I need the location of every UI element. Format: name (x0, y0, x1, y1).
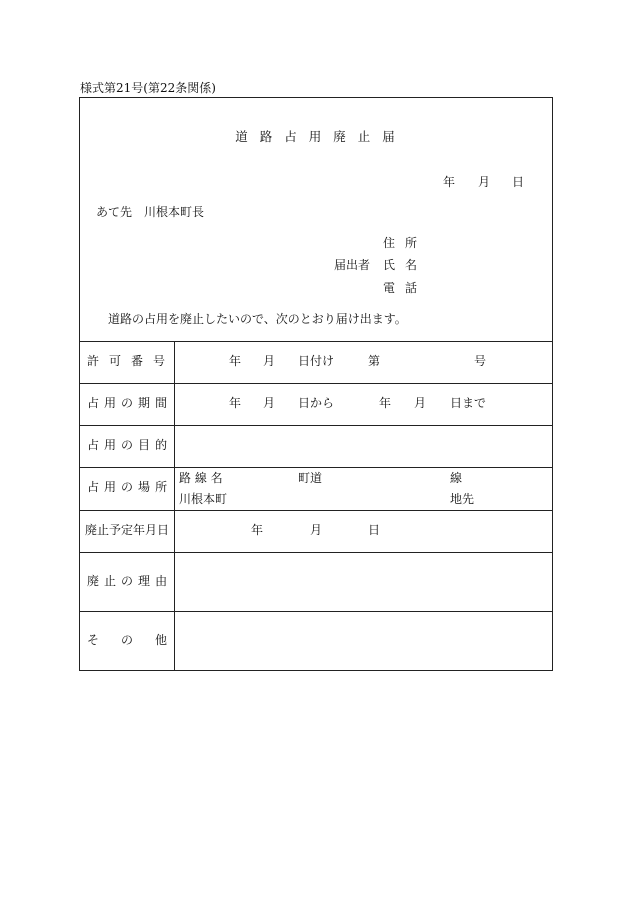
notifier-label: 届出者 (334, 258, 371, 272)
period-start-day: 日から (298, 396, 335, 410)
document-title: 道 路 占 用 廃 止 届 (235, 129, 395, 144)
town-road-label: 町道 (298, 471, 323, 485)
column-divider (174, 341, 175, 670)
permit-go: 号 (474, 354, 487, 368)
route-name-label: 路 線 名 (179, 471, 223, 485)
date-year: 年 (443, 175, 456, 189)
form-number-label: 様式第21号(第22条関係) (80, 81, 216, 95)
planned-year: 年 (251, 523, 264, 537)
name-label: 氏 名 (383, 258, 418, 272)
statement-text: 道路の占用を廃止したいので、次のとおり届け出ます。 (108, 312, 407, 326)
addressee: あて先 川根本町長 (96, 205, 205, 219)
period-label: 占 用 の 期 間 (87, 396, 168, 410)
period-end-day: 日まで (450, 396, 487, 410)
row-divider (80, 552, 552, 553)
other-label: そ の 他 (87, 633, 168, 647)
period-start-year: 年 (229, 396, 242, 410)
planned-date-label: 廃止予定年月日 (85, 523, 170, 537)
permit-month: 月 (263, 354, 276, 368)
planned-day: 日 (368, 523, 381, 537)
place-suffix: 地先 (450, 492, 475, 506)
permit-year: 年 (229, 354, 242, 368)
row-divider (80, 510, 552, 511)
permit-dai: 第 (368, 354, 381, 368)
period-end-year: 年 (379, 396, 392, 410)
row-divider (80, 383, 552, 384)
permit-number-label: 許 可 番 号 (87, 354, 166, 368)
town-name: 川根本町 (179, 492, 228, 506)
period-end-month: 月 (414, 396, 427, 410)
date-day: 日 (512, 175, 525, 189)
phone-label: 電 話 (383, 281, 418, 295)
permit-day: 日付け (298, 354, 335, 368)
row-divider (80, 425, 552, 426)
row-divider (80, 341, 552, 342)
purpose-label: 占 用 の 目 的 (87, 438, 168, 452)
planned-month: 月 (310, 523, 323, 537)
line-suffix: 線 (450, 471, 463, 485)
period-start-month: 月 (263, 396, 276, 410)
row-divider (80, 611, 552, 612)
reason-label: 廃 止 の 理 由 (87, 574, 168, 588)
row-divider (80, 467, 552, 468)
date-month: 月 (478, 175, 491, 189)
address-label: 住 所 (383, 236, 418, 250)
location-label: 占 用 の 場 所 (87, 480, 168, 494)
